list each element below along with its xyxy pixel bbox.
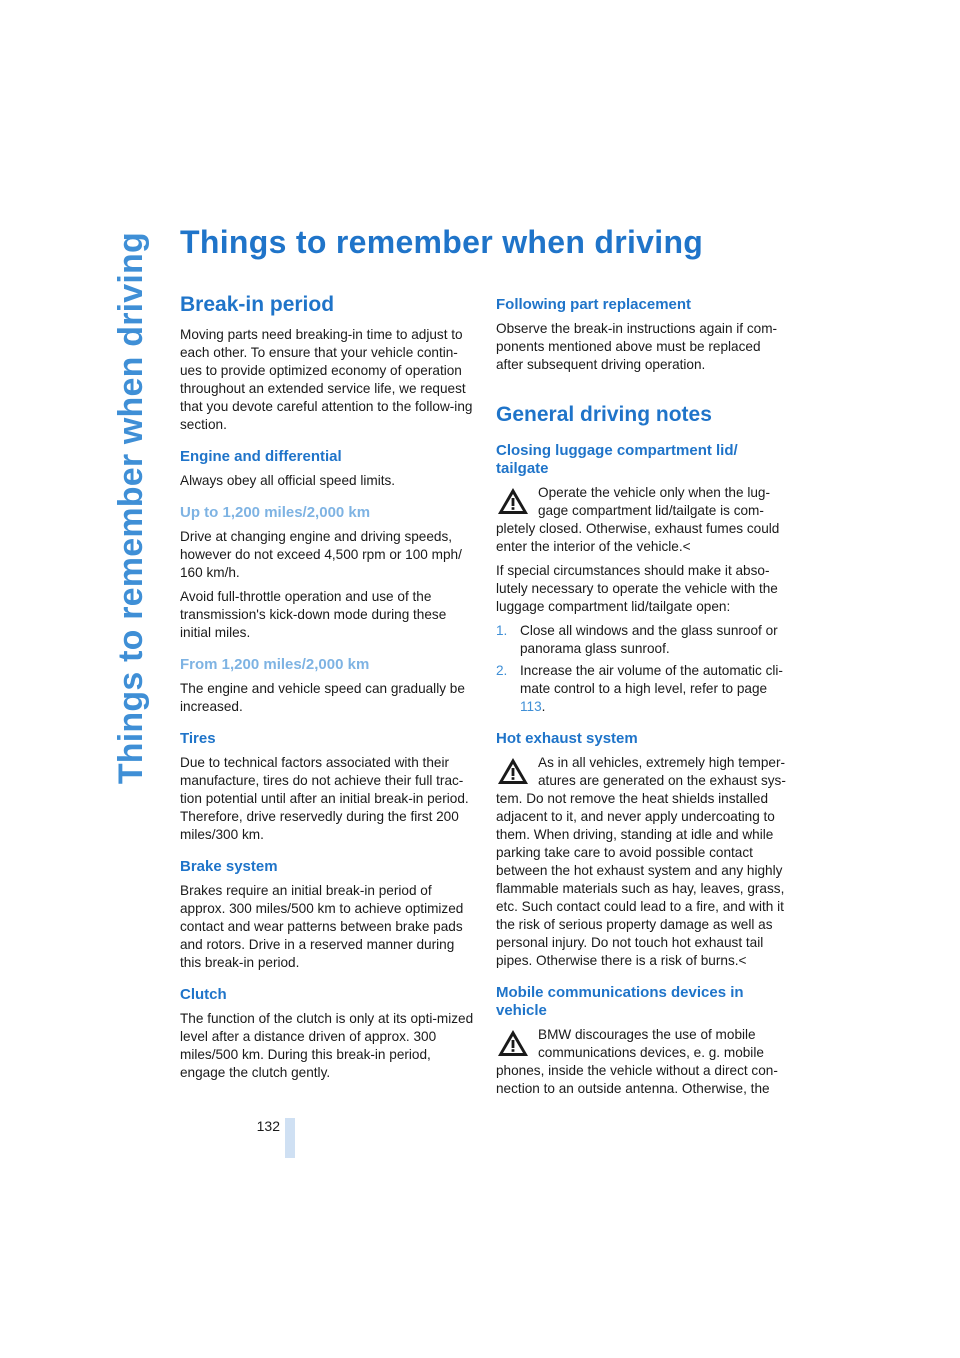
closing-heading: Closing luggage compartment lid/ tailgate xyxy=(496,442,738,477)
closing-steps xyxy=(496,622,791,716)
step-1-number: 1. xyxy=(496,623,508,638)
step-1 xyxy=(496,622,791,658)
following-text: Observe the break-in instructions again if com-ponents mentioned above must be replaced after subsequent driving operation. xyxy=(496,321,778,372)
upto-heading: Up to 1,200 miles/2,000 km xyxy=(180,504,371,521)
warning-triangle-icon xyxy=(496,756,530,786)
tires-text: Due to technical factors associated with their manufacture, tires do not achieve their full trac-tion potential until after an initial break-in period. Therefore, drive reservedly during the first 200 miles/300 km. xyxy=(180,755,469,842)
upto-text-2: Avoid full-throttle operation and use of the transmission's kick-down mode during these initial miles. xyxy=(180,589,447,640)
closing-warning xyxy=(496,484,791,556)
page-number-bar xyxy=(285,1118,295,1158)
mobile-heading: Mobile communications devices in vehicle xyxy=(496,984,744,1019)
warning-triangle-icon xyxy=(496,486,530,516)
mobile-warning-text: BMW discourages the use of mobile communications devices, e. g. mobile phones, inside the vehicle without a direct con-nection to an outside antenna. Otherwise, the xyxy=(496,1027,778,1096)
page-title: Things to remember when driving xyxy=(180,224,704,260)
brake-text: Brakes require an initial break-in period of approx. 300 miles/500 km to achieve optimized contact and wear patterns between brake pads and rotors. Drive in a reserved manner during this break-in period. xyxy=(180,883,464,970)
step-1-text: Close all windows and the glass sunroof or panorama glass sunroof. xyxy=(520,623,778,656)
right-column xyxy=(496,292,791,1104)
engine-heading: Engine and differential xyxy=(180,448,342,465)
brake-heading: Brake system xyxy=(180,858,278,875)
from-heading: From 1,200 miles/2,000 km xyxy=(180,656,370,673)
clutch-heading: Clutch xyxy=(180,986,227,1003)
upto-text-1: Drive at changing engine and driving speeds, however do not exceed 4,500 rpm or 100 mph/ 160 km/h. xyxy=(180,529,462,580)
hot-exhaust-heading: Hot exhaust system xyxy=(496,730,638,747)
step-2 xyxy=(496,662,791,716)
left-column xyxy=(180,292,475,1088)
from-text: The engine and vehicle speed can gradually be increased. xyxy=(180,681,465,714)
mobile-warning xyxy=(496,1026,791,1098)
following-heading: Following part replacement xyxy=(496,296,692,313)
closing-text: If special circumstances should make it abso-lutely necessary to operate the vehicle with the luggage compartment lid/tailgate open: xyxy=(496,563,778,614)
general-heading: General driving notes xyxy=(496,403,712,426)
breakin-text: Moving parts need breaking-in time to adjust to each other. To ensure that your vehicle contin-ues to provide optimized economy of operation throughout an extended service life, we request that you devote careful attention to the follow-ing section. xyxy=(180,327,473,432)
closing-warning-text: Operate the vehicle only when the lug-gage compartment lid/tailgate is com-pletely closed. Otherwise, exhaust fumes could enter the interior of the vehicle.< xyxy=(496,485,780,554)
engine-text: Always obey all official speed limits. xyxy=(180,473,396,488)
page-number: 132 xyxy=(256,1118,280,1134)
hot-exhaust-warning xyxy=(496,754,791,970)
step-2-end: . xyxy=(541,699,546,714)
side-chapter-title-text: Things to remember when driving xyxy=(112,232,150,785)
page-reference-link[interactable]: 113 xyxy=(520,699,542,714)
step-2-text: Increase the air volume of the automatic cli-mate control to a high level, refer to page xyxy=(520,663,783,696)
breakin-heading: Break-in period xyxy=(180,293,335,316)
tires-heading: Tires xyxy=(180,730,216,747)
clutch-text: The function of the clutch is only at its opti-mized level after a distance driven of approx. 300 miles/500 km. During this break-in period, engage the clutch gently. xyxy=(180,1011,474,1080)
hot-exhaust-warning-text: As in all vehicles, extremely high temper-atures are generated on the exhaust sys-tem. Do not remove the heat shields installed adjacent to it, and never apply undercoating to them. When driving, standing at idle and while parking take care to avoid possible contact between the hot exhaust system and any highly flammable materials such as hay, leaves, grass, etc. Such contact could lead to a fire, and with it the risk of serious property damage as well as personal injury. Do not touch hot exhaust tail pipes. Otherwise there is a risk of burns.< xyxy=(496,755,786,968)
warning-triangle-icon xyxy=(496,1028,530,1058)
step-2-number: 2. xyxy=(496,663,508,678)
